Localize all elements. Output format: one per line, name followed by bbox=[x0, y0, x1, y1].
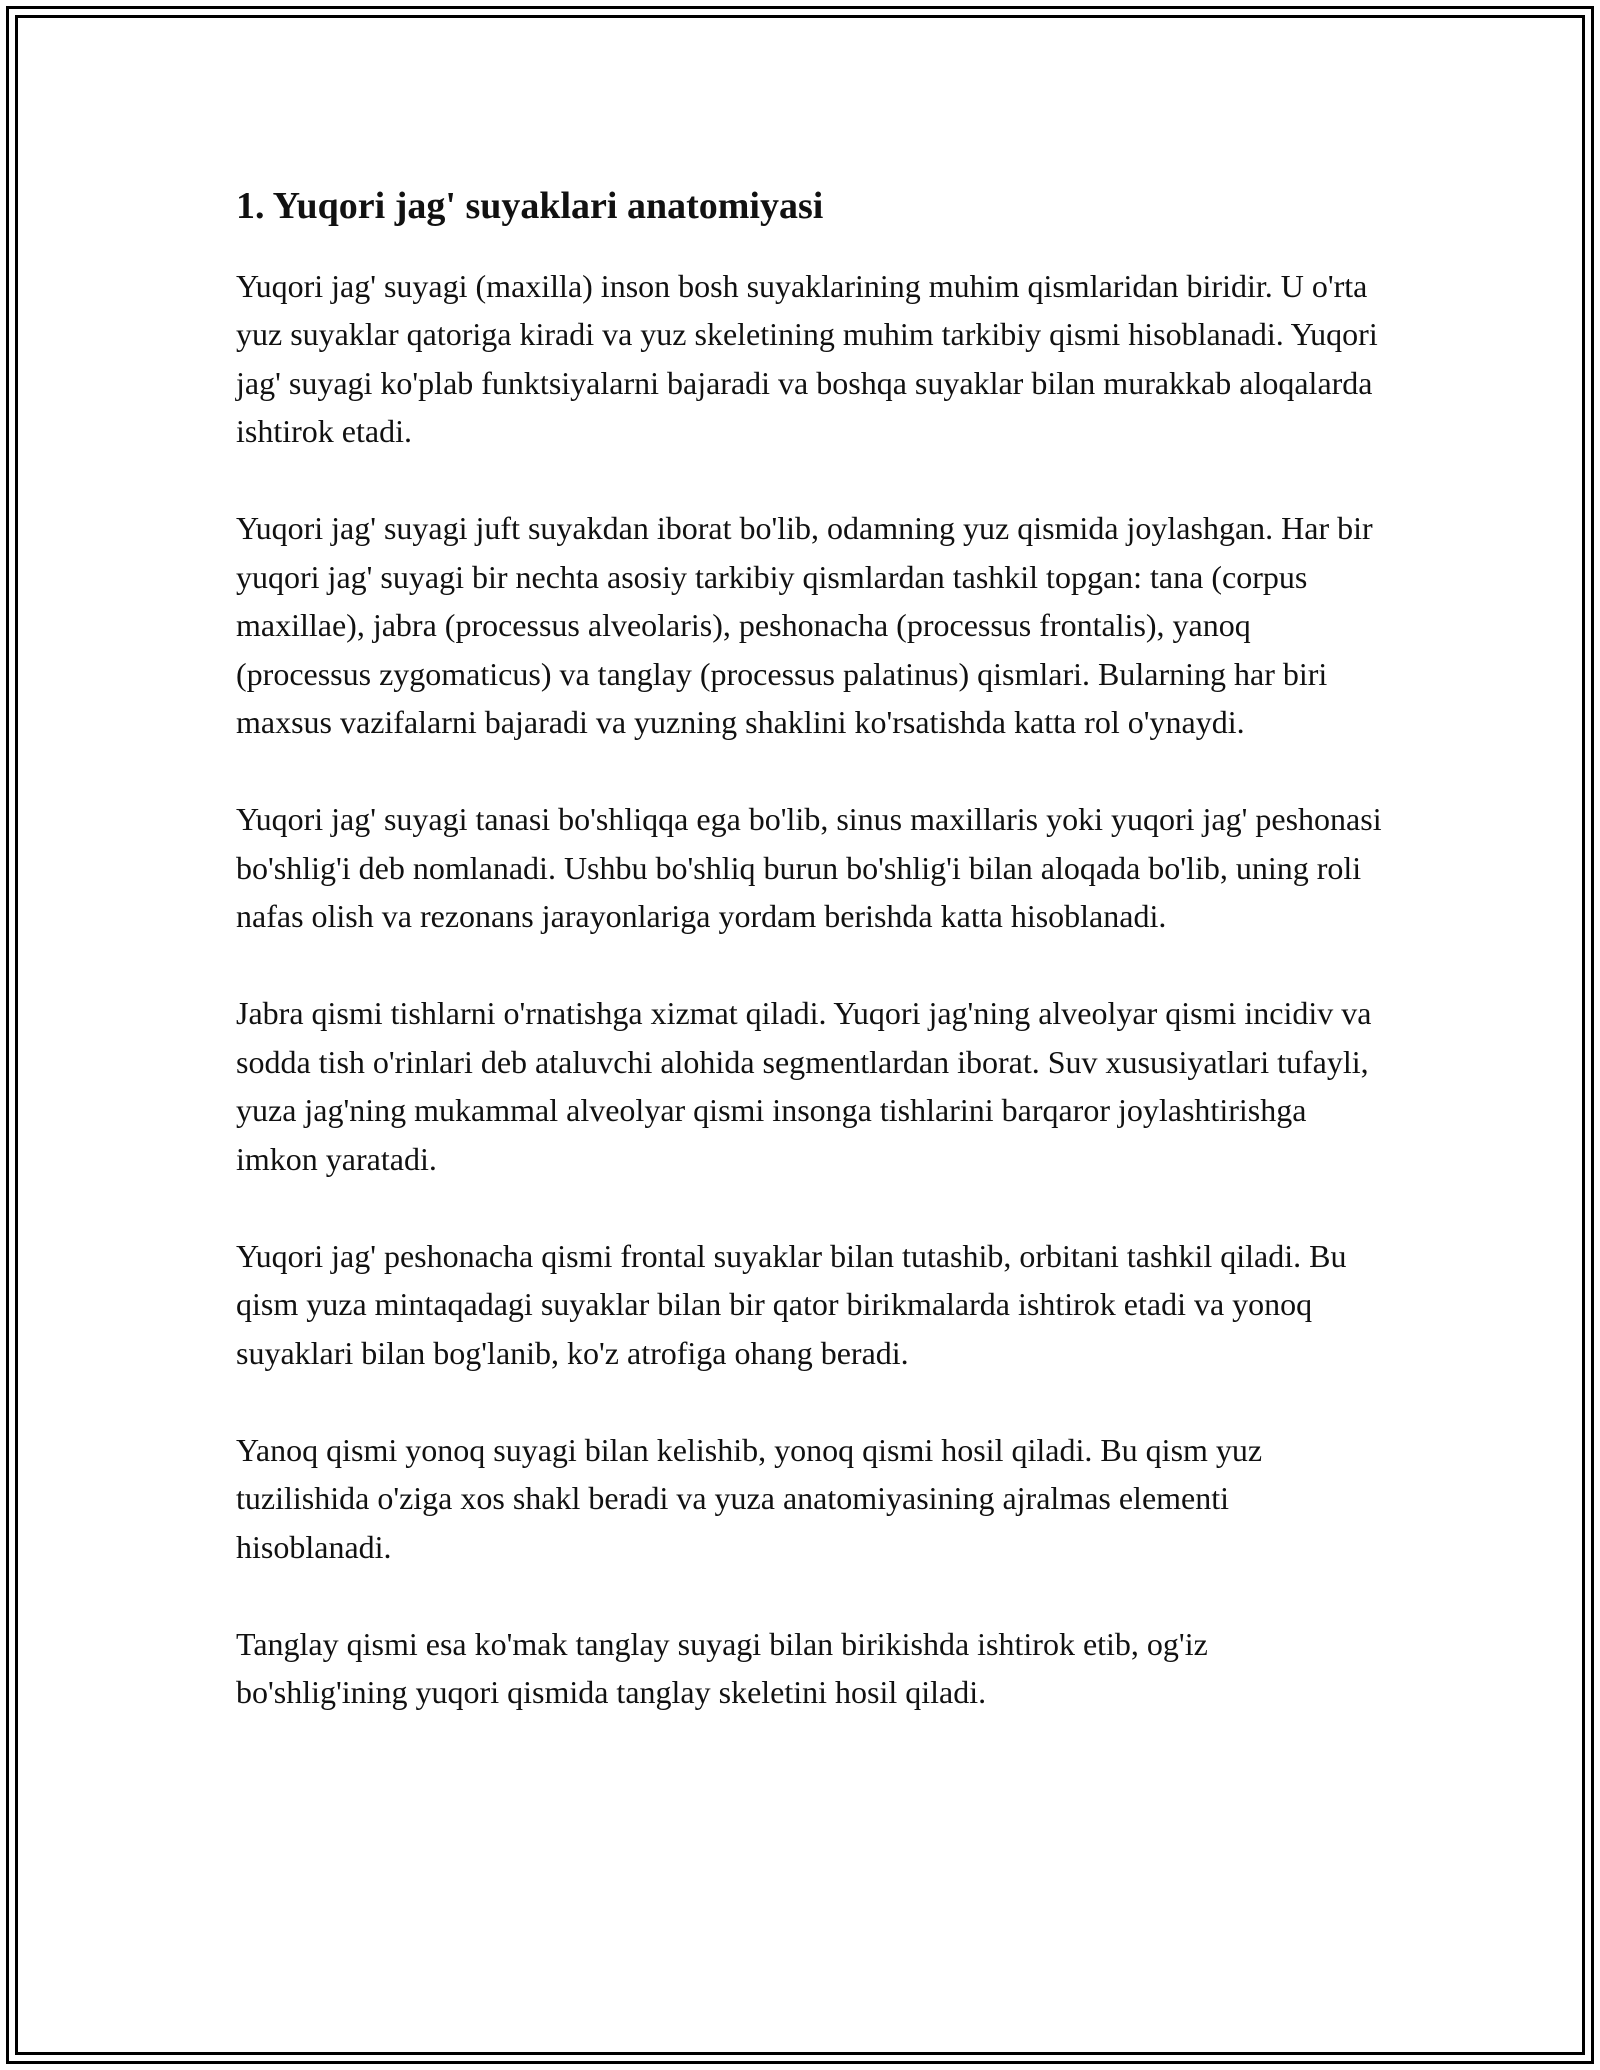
paragraph-5: Yuqori jag' peshonacha qismi frontal suyaklar bilan tutashib, orbitani tashkil qiladi. Bu qism yuza mintaqadagi suyaklar bilan bir qator birikmalarda ishtirok etadi va yonoq suyaklari bilan bog'lanib, ko'z atrofiga ohang beradi. bbox=[236, 1237, 1347, 1371]
paragraph-6: Yanoq qismi yonoq suyagi bilan kelishib, yonoq qismi hosil qiladi. Bu qism yuz tuzilishida o'ziga xos shakl beradi va yuza anatomiyasining ajralmas elementi hisoblanadi. bbox=[236, 1431, 1263, 1565]
paragraph-1: Yuqori jag' suyagi (maxilla) inson bosh suyaklarining muhim qismlaridan biridir. U o'rta yuz suyaklar qatoriga kiradi va yuz skeletining muhim tarkibiy qismi hisoblanadi. Yuqori jag' suyagi ko'plab funktsiyalarni bajaradi va boshqa suyaklar bilan murakkab aloqalarda ishtirok etadi. bbox=[236, 267, 1378, 450]
paragraph-7: Tanglay qismi esa ko'mak tanglay suyagi bilan birikishda ishtirok etib, og'iz bo'shlig'ining yuqori qismida tanglay skeletini hosil qiladi. bbox=[236, 1625, 1208, 1711]
paragraph-4: Jabra qismi tishlarni o'rnatishga xizmat qiladi. Yuqori jag'ning alveolyar qismi incidiv va sodda tish o'rinlari deb ataluvchi alohida segmentlardan iborat. Suv xususiyatlari tufayli, yuza jag'ning mukammal alveolyar qismi insonga tishlarini barqaror joylashtirishga imkon yaratadi. bbox=[236, 995, 1372, 1177]
paragraph-3: Yuqori jag' suyagi tanasi bo'shliqqa ega bo'lib, sinus maxillaris yoki yuqori jag' peshonasi bo'shlig'i deb nomlanadi. Ushbu bo'shliq burun bo'shlig'i bilan aloqada bo'lib, uning roli nafas olish va rezonans jarayonlariga yordam berishda katta hisoblanadi. bbox=[236, 801, 1382, 935]
paragraph-2: Yuqori jag' suyagi juft suyakdan iborat bo'lib, odamning yuz qismida joylashgan. Har bir yuqori jag' suyagi bir nechta asosiy tarkibiy qismlardan tashkil topgan: tana (corpus maxillae), jabra (processus alveolaris), peshonacha (processus frontalis), yanoq (processus zygomaticus) va tanglay (processus palatinus) qismlari. Bularning har biri maxsus vazifalarni bajaradi va yuzning shaklini ko'rsatishda katta rol o'ynaydi. bbox=[236, 510, 1373, 741]
document-body bbox=[236, 184, 1386, 1765]
section-heading: 1. Yuqori jag' suyaklari anatomiyasi bbox=[236, 185, 824, 227]
